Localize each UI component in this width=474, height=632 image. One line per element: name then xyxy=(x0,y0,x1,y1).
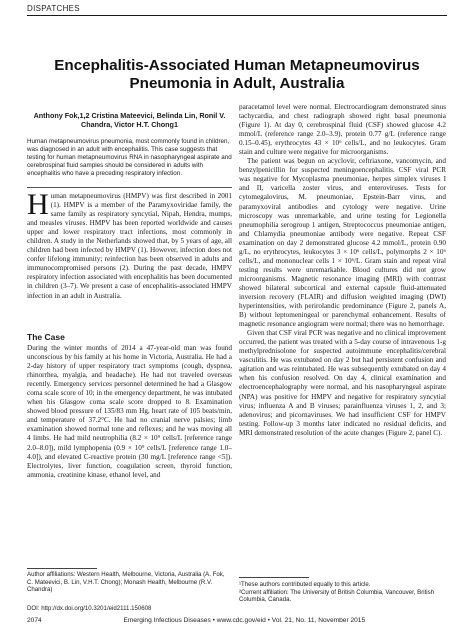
doi: DOI: http://dx.doi.org/10.3201/eid2111.150608 xyxy=(27,605,152,612)
intro-text: uman metapneumovirus (HMPV) was first described in 2001 (1). HMPV is a member of the Paramyxoviridae family, the same family as respiratory syncytial, Nipah, Hendra, mumps, and measles viruses. HMPV has been reported worldwide and causes upper and lower respiratory tract infections, most commonly in children. A study in the Netherlands showed that, by 5 years of age, all children had been infected by HMPV (1). However, infection does not confer lifelong immunity; reinfection has been observed in adults and immunocompromised persons (2). During the past decade, HMPV respiratory infection associated with encephalitis has been documented in children (3–7). We present a case of encephalitis-associated HMPV infection in an adult in Australia. xyxy=(27,192,232,300)
header-rule xyxy=(27,15,447,16)
right-paragraph-2: The patient was begun on acyclovir, ceftriaxone, vancomycin, and benzylpenicillin for suspected meningoencephalitis. CSF viral PCR was negative for Mycoplasma pneumoniae, herpes simplex viruses I and II, varicella zoster virus, and enteroviruses. Tests for cytomegalovirus, M. pneumoniae, Epstein-Barr virus, and paramyxoviral antibodies and cytology were negative. Urine microscopy was unremarkable, and urine testing for Legionella pneumophilia serogroup 1 antigen, Streptococcus pneumoniae antigen, and Chlamydia pneumoniae antibody were negative. Repeat CSF examination on day 2 demonstrated glucose 4.2 mmol/L, protein 0.90 g/L, no erythrocytes, leukocytes 3 × 10⁶ cells/L, polymorphs 2 × 10⁶ cells/L, and mononuclear cells 1 × 10⁶/L. Gram stain and repeat viral testing results were unremarkable. Blood cultures did not grow microorganisms. Magnetic resonance imaging (MRI) with contrast showed bilateral subcortical and external capsule fluid-attenuated inversion recovery (FLAIR) and diffusion weighted imaging (DWI) hyperintensities, with perirolandic predominance (Figure 2, panels A, B) without leptomeningeal or parenchymal enhancement. Results of magnetic resonance angiogram were normal; there was no hemorrhage. xyxy=(239,157,446,329)
footnote-1: ¹These authors contributed equally to this article. xyxy=(239,581,371,588)
journal-line: Emerging Infectious Diseases • www.cdc.gov/eid • Vol. 21, No. 11, November 2015 xyxy=(123,617,366,624)
author-affiliations: Author affiliations: Western Health, Melbourne, Victoria, Australia (A. Fok, C. Mateevici, B. Lin, V.H.T. Chong); Monash Health, Melbourne (R.V. Chandra) xyxy=(27,571,225,594)
abstract: Human metapneumovirus pneumonia, most commonly found in children, was diagnosed in an adult with encephalitis. This case suggests that testing for human metapneumovirus RNA in nasopharyngeal aspirate and cerebrospinal fluid samples should be considered in adults with encephalitis who have a preceding respiratory infection. xyxy=(27,138,232,177)
footnotes xyxy=(239,581,446,604)
introduction xyxy=(27,188,232,301)
footnote-rule xyxy=(239,577,309,578)
right-paragraph-1: paracetamol level were normal. Electrocardiogram demonstrated sinus tachycardia, and chest radiograph showed right basal pneumonia (Figure 1). At day 0, cerebrospinal fluid (CSF) showed glucose 4.2 mmol/L (reference range 2.0–3.9), protein 0.77 g/L (reference range 0.15–0.45), erythrocytes 43 × 10⁶ cells/L, and no leukocytes. Gram stain and culture were negative for microorganisms. xyxy=(239,103,446,157)
page-number: 2074 xyxy=(27,617,42,624)
case-paragraph: During the winter months of 2014 a 47-year-old man was found unconscious by his family at his home in Victoria, Australia. He had a 2-day history of upper respiratory tract symptoms (cough, dyspnea, rhinorrhea, myalgia, and headache). He had not traveled overseas recently. Emergency services personnel determined he had a Glasgow coma scale score of 10; in the emergency department, he was intubated when his Glasgow coma scale score dropped to 8. Examination showed blood pressure of 135/83 mm Hg, heart rate of 105 beats/min, and temperature of 37.2°C. He had no cranial nerve palsies; limb examination showed normal tone and reflexes; and he was moving all 4 limbs. He had mild neutrophilia (8.2 × 10⁹ cells/L [reference range 2.0–8.0]), mild lymphopenia (0.9 × 10⁹ cells/L [reference range 1.0–4.0]), and elevated C-reactive protein (30 mg/L [reference range <5]). Electrolytes, liver function, coagulation screen, thyroid function, ammonia, creatinine kinase, ethanol level, and xyxy=(27,344,232,479)
drop-cap: H xyxy=(27,188,49,221)
footnote-2: ²Current affiliation: The University of British Columbia, Vancouver, British Columbia, Canada. xyxy=(239,588,435,604)
right-column xyxy=(239,103,446,438)
article-title: Encephalitis-Associated Human Metapneumovirus Pneumonia in Adult, Australia xyxy=(54,57,420,92)
section-label: DISPATCHES xyxy=(27,4,80,13)
page-footer xyxy=(27,617,447,624)
case-body xyxy=(27,344,232,480)
case-heading: The Case xyxy=(27,332,65,342)
author-list: Anthony Fok,1,2 Cristina Mateevici, Belinda Lin, Ronil V. Chandra, Victor H.T. Chong1 xyxy=(33,111,226,130)
abstract-rule xyxy=(27,187,232,188)
affiliation-rule xyxy=(27,568,97,569)
right-paragraph-3: Given that CSF viral PCR was negative and no clinical improvement occurred, the patient was treated with a 5-day course of intravenous 1-g methylprednisolone for suspected autoimmune encephalitis/cerebral vasculitis. He was extubated on day 2 but had persistent confusion and agitation and was reintubated. He was subsequently extubated on day 4 when his confusion resolved. On day 4, clinical examination and electroencephalography were normal, and his nasopharyngeal aspirate (NPA) was positive for HMPV and negative for respiratory syncytial virus; influenza A and B viruses; parainfluenza viruses 1, 2, and 3; adenovirus; and picornaviruses. We had insufficient CSF for HMPV testing. Follow-up 3 months later indicated no residual deficits, and MRI demonstrated resolution of the acute changes (Figure 2, panel C). xyxy=(239,329,446,437)
